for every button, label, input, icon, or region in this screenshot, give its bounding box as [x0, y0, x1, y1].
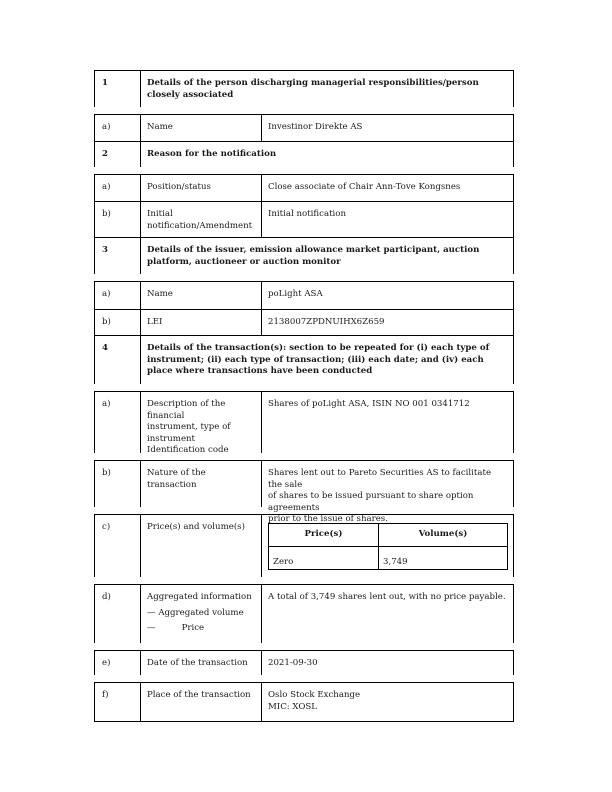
dash: —: [147, 623, 156, 633]
row-label: a): [95, 392, 141, 453]
field-name: Place of the transaction: [141, 683, 262, 721]
field-value-line: Oslo Stock Exchange: [268, 690, 361, 700]
price-volume-table: [268, 523, 508, 570]
field-name-line: instrument, type of: [147, 422, 231, 432]
field-name-line: Aggregated information: [147, 592, 252, 602]
field-value: Initial notification: [268, 209, 346, 219]
volume-value: 3,749: [383, 557, 408, 567]
price-value: Zero: [273, 557, 294, 567]
field-value: 2021-09-30: [268, 658, 318, 668]
section-number: 4: [95, 336, 141, 384]
section-2-header: [94, 141, 514, 167]
field-value: poLight ASA: [268, 289, 323, 299]
field-value: A total of 3,749 shares lent out, with no price payable.: [268, 592, 506, 602]
row-4e: [94, 650, 514, 675]
row-4c: [94, 514, 514, 577]
field-value: Investinor Direkte AS: [268, 122, 363, 132]
aggregated-volume-label: — Aggregated volume: [147, 607, 244, 618]
row-label: a): [95, 282, 141, 309]
price-label: [147, 623, 257, 635]
field-name: [141, 202, 262, 237]
row-2a: [94, 174, 514, 201]
section-title: Details of the transaction(s): section to be repeated for (i) each type of instrument; (ii) each type of transaction; (iii) each date; and (iv) each place where transactions have been conducted: [147, 343, 490, 376]
row-label: b): [95, 461, 141, 507]
section-number: 1: [95, 71, 141, 107]
field-name: Name: [141, 282, 262, 309]
row-2b: [94, 201, 514, 237]
section-3-header: [94, 237, 514, 274]
field-name: [141, 392, 262, 453]
volume-header: Volume(s): [418, 529, 468, 539]
row-label: a): [95, 115, 141, 141]
field-value: [262, 683, 513, 721]
field-value: [262, 461, 513, 524]
field-name: Price(s) and volume(s): [141, 515, 262, 577]
section-title: Details of the issuer, emission allowance market participant, auction platform, auctioneer or auction monitor: [147, 245, 480, 267]
field-name: Date of the transaction: [141, 651, 262, 675]
row-3b: [94, 309, 514, 335]
field-value-line: of shares to be issued pursuant to share option agreements: [268, 491, 474, 513]
field-value-line: MIC: XOSL: [268, 701, 318, 712]
price-volume-cell: [262, 515, 513, 577]
row-label: f): [95, 683, 141, 721]
field-value: Close associate of Chair Ann-Tove Kongsnes: [268, 182, 461, 192]
section-title: Details of the person discharging managerial responsibilities/person closely associated: [147, 78, 479, 100]
section-4-header: [94, 335, 514, 384]
field-value-line: prior to the issue of shares.: [268, 514, 388, 524]
field-name-line: Identification code: [147, 445, 229, 455]
row-4a: [94, 391, 514, 453]
section-number: 2: [95, 142, 141, 167]
row-3a: [94, 281, 514, 309]
field-name: LEI: [141, 310, 262, 335]
row-4f: [94, 682, 514, 722]
section-1-header: [94, 70, 514, 107]
notification-table: [94, 70, 514, 722]
row-4d: [94, 584, 514, 643]
section-number: 3: [95, 238, 141, 274]
price-volume-header: [269, 523, 507, 547]
price-volume-row: [269, 547, 507, 570]
section-title: Reason for the notification: [147, 149, 277, 159]
field-name-line: Description of the financial: [147, 399, 226, 421]
row-label: c): [95, 515, 141, 577]
field-name: Name: [141, 115, 262, 141]
row-label: d): [95, 585, 141, 643]
field-name-line: Initial: [147, 209, 173, 219]
row-label: e): [95, 651, 141, 675]
field-value: 2138007ZPDNUIHX6Z659: [268, 317, 385, 327]
field-value-line: Shares lent out to Pareto Securities AS to facilitate the sale: [268, 468, 492, 490]
row-label: a): [95, 175, 141, 201]
row-1a: [94, 114, 514, 141]
field-name: [141, 585, 262, 643]
field-name-line: notification/Amendment: [147, 220, 253, 231]
price-header: Price(s): [304, 529, 343, 539]
field-name-line: instrument: [147, 433, 196, 444]
field-name: Nature of the transaction: [141, 461, 262, 507]
row-4b: [94, 460, 514, 524]
row-label: b): [95, 202, 141, 237]
row-label: b): [95, 310, 141, 335]
price-label-text: Price: [181, 623, 205, 633]
field-value: Shares of poLight ASA, ISIN NO 001 0341712: [268, 399, 470, 409]
field-name: Position/status: [141, 175, 262, 201]
